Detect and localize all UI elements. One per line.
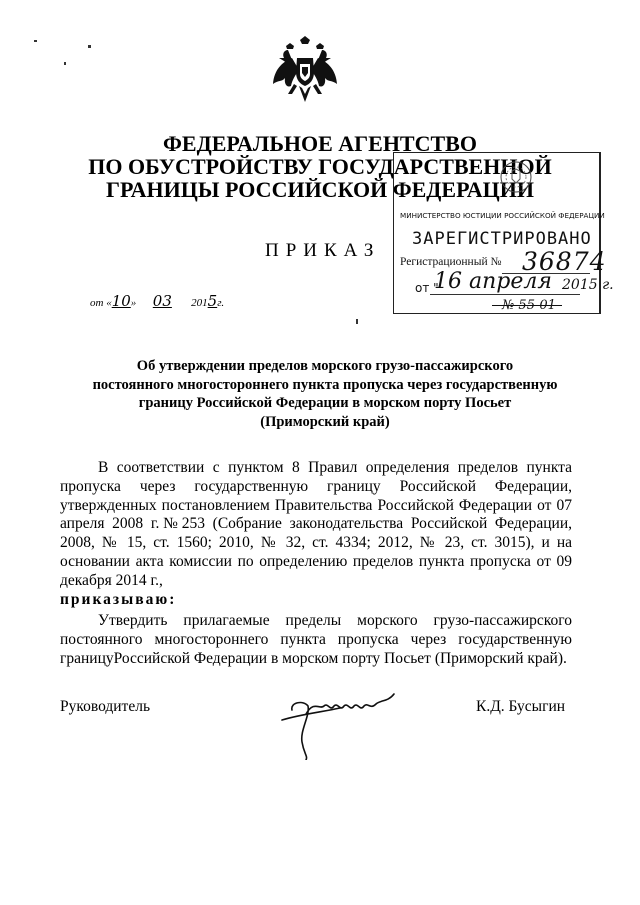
order-subject <box>60 357 590 431</box>
stamp-registration-number: 36874 <box>522 247 607 276</box>
subject-line-2: постоянного многостороннего пункта пропуска через государственную <box>92 376 558 393</box>
order-title: ПРИКАЗ <box>265 240 381 261</box>
subject-line-4: (Приморский край) <box>260 413 390 430</box>
decree-word: приказываю: <box>60 590 177 608</box>
stamp-seal-icon <box>498 159 534 195</box>
order-date <box>90 292 224 310</box>
stamp-date-label: от " <box>415 281 439 295</box>
order-date-year-prefix: 201 <box>191 297 208 309</box>
stamp-underline <box>430 294 580 295</box>
agency-line-2: ПО ОБУСТРОЙСТВУ ГОСУДАРСТВЕННОЙ <box>88 154 552 179</box>
order-date-month: 03 <box>152 292 172 310</box>
stamp-ministry: МИНИСТЕРСТВО ЮСТИЦИИ РОССИЙСКОЙ ФЕДЕРАЦИИ <box>400 211 605 220</box>
double-headed-eagle-emblem-icon <box>272 36 338 106</box>
scan-speck <box>88 45 91 48</box>
order-date-year-digit: 5 <box>207 292 218 310</box>
stamp-certificate-number: № 55-01 <box>502 298 556 313</box>
agency-line-1: ФЕДЕРАЛЬНОЕ АГЕНТСТВО <box>163 131 477 156</box>
scan-speck <box>34 40 37 42</box>
handwritten-signature <box>262 680 412 760</box>
body-paragraph-2 <box>60 612 572 668</box>
registration-stamp <box>393 152 614 314</box>
stamp-date-handwritten: 16 апреля <box>434 269 552 294</box>
paragraph-1-text: В соответствии с пунктом 8 Правил определения пределов пункта пропуска через государственную границу Российской Федерации, утвержденных постановлением Правительства Российской Федерации от 07 апреля 2008 г.№253 (Собрание законодательства Российской Федерации, 2008, № 15, ст. 1560; 2010, № 32, ст. 4334; 2012, № 23, ст. 3015), и на основании акта комиссии по определению пределов пункта пропуска от 09 декабря 2014 г., <box>60 459 572 589</box>
signatory-title: Руководитель <box>60 698 151 715</box>
order-date-prefix: от « <box>90 297 112 309</box>
order-date-year-suffix: г. <box>217 297 225 309</box>
stamp-year-handwritten: 2015 г. <box>562 277 614 293</box>
stamp-registration-label: Регистрационный № <box>400 256 502 268</box>
stamp-strikethrough <box>492 305 562 306</box>
stamp-registered: ЗАРЕГИСТРИРОВАНО <box>412 229 592 249</box>
subject-line-3: границу Российской Федерации в морском порту Посьет <box>138 395 512 411</box>
scan-speck <box>356 319 358 324</box>
body-paragraph-1 <box>60 459 572 609</box>
paragraph-2-text: Утвердить прилагаемые пределы морского грузо-пассажирского постоянного многостороннего пункта пропуска через государственную границуРоссийской Федерации в морском порту Посьет (Приморский край). <box>60 612 572 667</box>
signatory-name: К.Д. Бусыгин <box>476 698 566 715</box>
agency-line-3: ГРАНИЦЫ РОССИЙСКОЙ ФЕДЕРАЦИИ <box>106 177 534 202</box>
order-date-mid: » <box>130 297 137 309</box>
order-date-day: 10 <box>111 292 131 310</box>
subject-line-1: Об утверждении пределов морского грузо-пассажирского <box>136 358 514 374</box>
scan-speck <box>64 62 66 65</box>
